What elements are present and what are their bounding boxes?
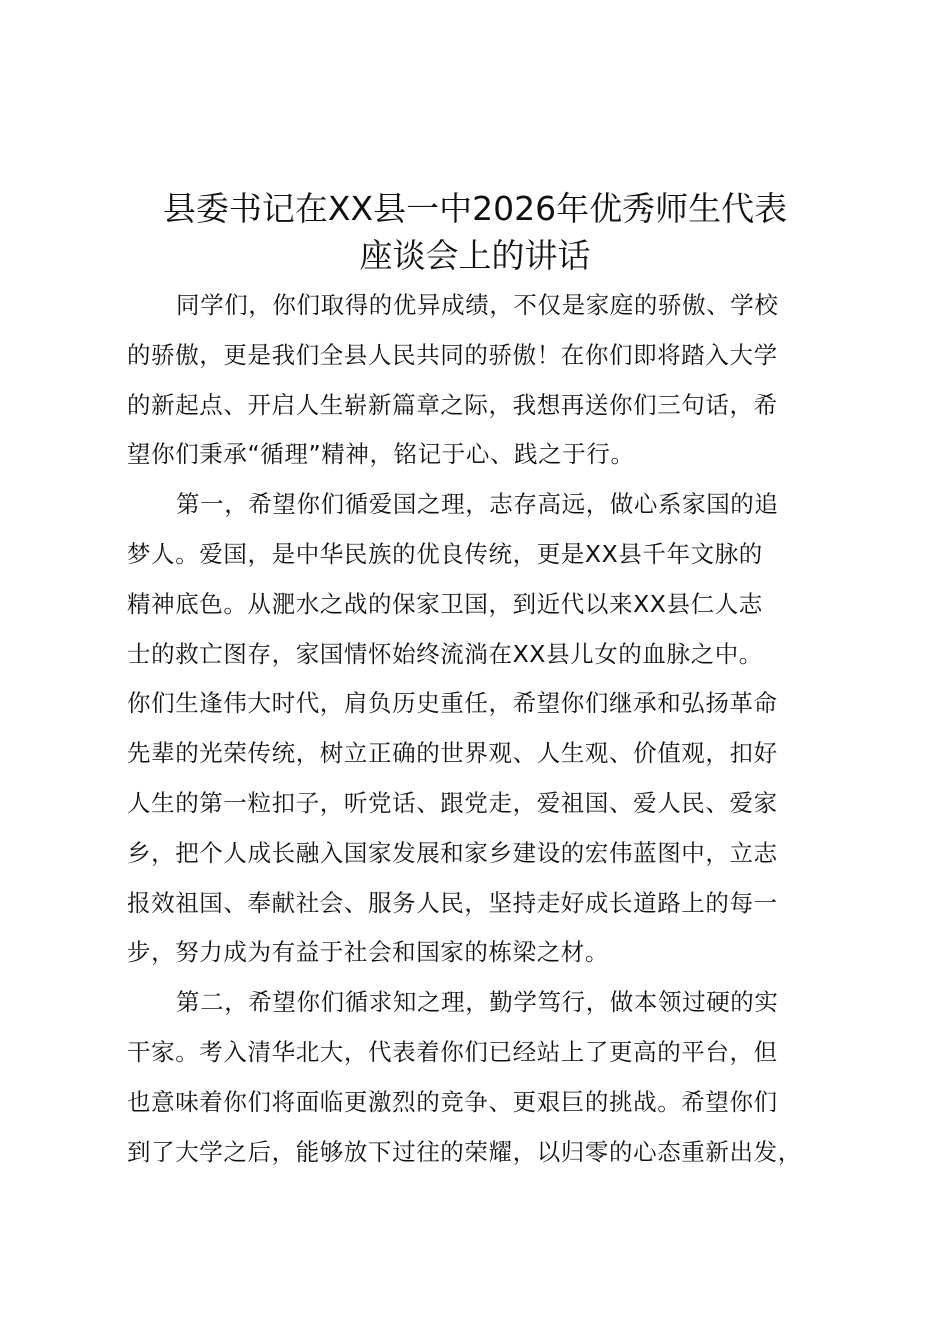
paragraph-line: 报效祖国、奉献社会、服务人民，坚持走好成长道路上的每一 bbox=[127, 888, 778, 917]
paragraph-2 bbox=[127, 480, 832, 978]
paragraph-line: 精神底色。从淝水之战的保家卫国，到近代以来XX县仁人志 bbox=[127, 589, 763, 618]
paragraph-line: 人生的第一粒扣子，听党话、跟党走，爱祖国、爱人民、爱家 bbox=[127, 788, 778, 817]
document-title bbox=[100, 185, 850, 279]
title-line-1: 县委书记在XX县一中2026年优秀师生代表 bbox=[162, 189, 788, 228]
paragraph-line: 第二，希望你们循求知之理，勤学笃行，做本领过硬的实 bbox=[176, 988, 779, 1017]
paragraph-line: 望你们秉承“循理”精神，铭记于心、践之于行。 bbox=[127, 440, 635, 469]
title-line-2: 座谈会上的讲话 bbox=[359, 236, 591, 275]
paragraph-line: 梦人。爱国，是中华民族的优良传统，更是XX县千年文脉的 bbox=[127, 539, 763, 568]
paragraph-line: 同学们，你们取得的优异成绩，不仅是家庭的骄傲、学校 bbox=[176, 291, 779, 319]
paragraph-line: 第一，希望你们循爱国之理，志存高远，做心系家国的追 bbox=[176, 490, 779, 519]
paragraph-line: 也意味着你们将面临更激烈的竞争、更艰巨的挑战。希望你们 bbox=[127, 1087, 778, 1116]
paragraph-line: 的骄傲，更是我们全县人民共同的骄傲！在你们即将踏入大学 bbox=[127, 340, 778, 369]
paragraph-line: 步，努力成为有益于社会和国家的栋梁之材。 bbox=[127, 938, 609, 967]
document-body bbox=[127, 281, 832, 1177]
paragraph-line: 乡，把个人成长融入国家发展和家乡建设的宏伟蓝图中，立志 bbox=[127, 838, 778, 867]
paragraph-line: 干家。考入清华北大，代表着你们已经站上了更高的平台，但 bbox=[127, 1037, 778, 1066]
paragraph-line: 你们生逢伟大时代，肩负历史重任，希望你们继承和弘扬革命 bbox=[127, 689, 778, 718]
paragraph-1 bbox=[127, 281, 832, 480]
paragraph-line: 士的救亡图存，家国情怀始终流淌在XX县儿女的血脉之中。 bbox=[127, 639, 763, 668]
paragraph-line: 的新起点、开启人生崭新篇章之际，我想再送你们三句话，希 bbox=[127, 390, 778, 419]
paragraph-line: 先辈的光荣传统，树立正确的世界观、人生观、价值观，扣好 bbox=[127, 739, 778, 768]
paragraph-line: 到了大学之后，能够放下过往的荣耀，以归零的心态重新出发， bbox=[127, 1137, 802, 1166]
paragraph-3 bbox=[127, 978, 832, 1177]
